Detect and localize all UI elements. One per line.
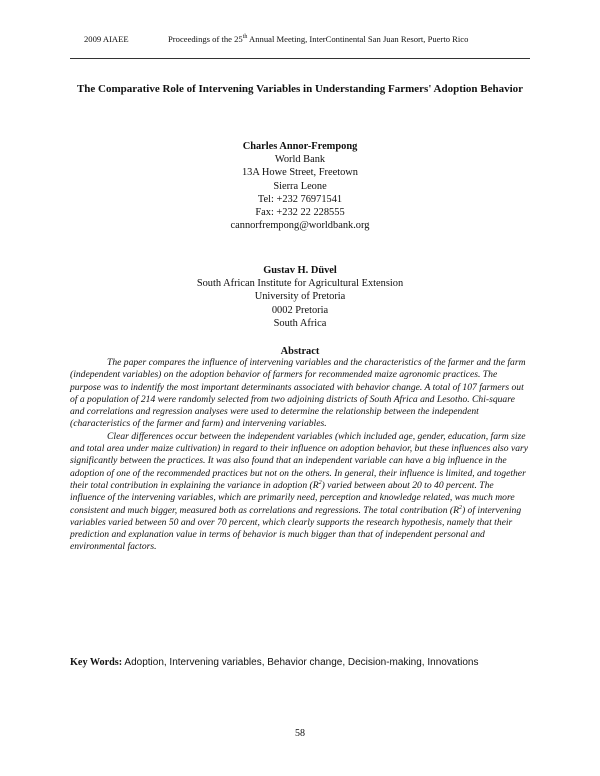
abstract-paragraph-2: Clear differences occur between the independent variables (which included age, gender, education, farm size and total area under maize cultivation) in regard to their influence on adoption behavior, but these influences also vary significantly between the practices. It was also found that an independent variable can have a big influence in the adoption of one of the recommended practices but not on the others. In general, their influence is limited, and together their total contribution in explaining the variance in adoption $(R^2)$ varied between about 20 to 40 percent. The influence of the intervening variables, which are primarily need, perception and knowledge related, was much more consistent and much bigger, measured both as correlations and regressions. The total contribution $(R^2)$ of intervening variables varied between 50 and over 70 percent, which clearly supports the research hypothesis, namely that their prediction and explanation value in terms of behavior is much bigger than that of independent personal and environmental factors. xyxy=(70,430,529,553)
author-university: University of Pretoria xyxy=(254,291,346,303)
keywords-label: Key Words: xyxy=(70,657,123,668)
conference-year: 2009 AIAEE xyxy=(84,34,129,44)
paper-title: The Comparative Role of Intervening Variables in Understanding Farmers' Adoption Behavior xyxy=(76,83,524,95)
author-city: 0002 Pretoria xyxy=(271,304,329,316)
author-country: South Africa xyxy=(273,317,327,329)
author-block-1 xyxy=(100,140,500,232)
header-rule xyxy=(70,58,530,59)
author-address: 13A Howe Street, Freetown xyxy=(241,167,358,179)
author-affiliation: World Bank xyxy=(274,154,326,166)
author-affiliation: South African Institute for Agricultural Extension xyxy=(196,278,404,290)
page-number: 58 xyxy=(295,728,305,739)
proceedings-info: Proceedings of the 25th Annual Meeting, InterContinental San Juan Resort, Puerto Rico xyxy=(168,34,469,44)
keywords-line xyxy=(70,656,540,669)
keywords-text: Adoption, Intervening variables, Behavior change, Decision-making, Innovations xyxy=(122,657,479,668)
author-tel: Tel: +232 76971541 xyxy=(257,193,343,205)
abstract-body xyxy=(70,357,530,554)
author-email: cannorfrempong@worldbank.org xyxy=(230,220,370,232)
author-country: Sierra Leone xyxy=(273,180,327,192)
author-block-2 xyxy=(100,264,500,330)
author-fax: Fax: +232 22 228555 xyxy=(255,207,345,219)
author-name: Gustav H. Düvel xyxy=(263,265,337,276)
abstract-heading: Abstract xyxy=(280,346,320,357)
author-name: Charles Annor-Frempong xyxy=(242,141,358,152)
abstract-paragraph-1: The paper compares the influence of intervening variables and the characteristics of the farmer and the farm (independent variables) on the adoption behavior of farmers for recommended maize agronomic practices. The purpose was to indentify the most important determinants associated with behavior change. A total of 107 farmers out of a population of 214 were randomly selected from two adjoining districts of South Africa and Lesotho. Chi-square and correlations and regression analyses were used to determine the relationship between the independent (characteristics of the farmer and farm) and intervening variables. xyxy=(70,357,526,430)
